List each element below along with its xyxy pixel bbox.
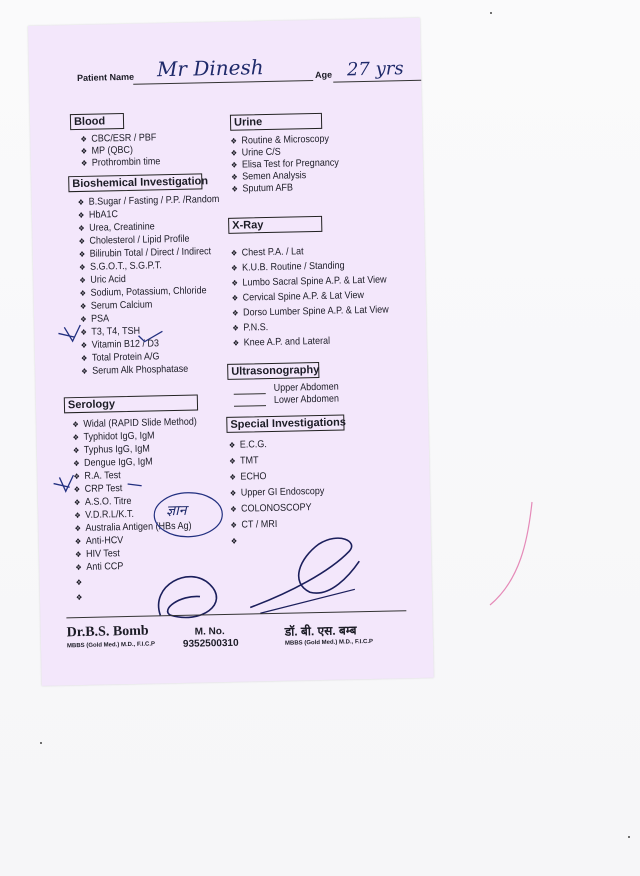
bullet-icon: ❖ [79, 288, 87, 298]
bullet-icon: ❖ [80, 353, 88, 363]
serology-item: ❖ Dengue IgG, IgM [73, 456, 153, 469]
bullet-icon: ❖ [72, 433, 80, 443]
bullet-icon: ❖ [74, 524, 82, 534]
special-item: ❖ Upper GI Endoscopy [229, 485, 325, 499]
biochem-item: ❖ Serum Calcium [79, 299, 153, 312]
biochem-item: ❖ Sodium, Potassium, Chloride [79, 285, 207, 299]
bullet-icon: ❖ [81, 366, 88, 376]
bullet-icon: ❖ [231, 278, 238, 288]
special-item: ❖ E.C.G. [228, 439, 267, 451]
bullet-icon: ❖ [79, 301, 87, 311]
bullet-icon: ❖ [230, 248, 238, 258]
doctor-qualification-right: MBBS (Gold Med.) M.D., F.I.C.P [284, 638, 374, 647]
serology-item: ❖ V.D.R.L/K.T. [74, 508, 135, 521]
biochem-item: ❖ Serum Alk Phosphatase [81, 363, 189, 377]
serology-item: ❖ R.A. Test [73, 470, 121, 482]
usg-item: Lower Abdomen [273, 393, 340, 406]
bullet-icon: ❖ [78, 249, 86, 259]
bullet-icon: ❖ [229, 488, 237, 498]
bullet-icon: ❖ [230, 520, 238, 530]
serology-item: ❖ Widal (RAPID Slide Method) [72, 416, 197, 430]
doctor-qualification-left: MBBS (Gold Med.) M.D., F.I.C.P [66, 641, 156, 650]
age-value: 27 yrs [346, 58, 404, 81]
bullet-icon: ❖ [230, 136, 238, 146]
biochem-item: ❖ S.G.O.T., S.G.P.T. [78, 260, 162, 273]
scan-speck [490, 12, 492, 14]
urine-item: ❖ Urine C/S [230, 146, 281, 159]
serology-item: ❖ HIV Test [74, 548, 120, 560]
xray-item: ❖ K.U.B. Routine / Standing [231, 260, 345, 274]
doctor-name: Dr.B.S. Bomb [66, 623, 149, 641]
serology-item: ❖ Typhus IgG, IgM [72, 443, 150, 456]
hindi-annotation: ज्ञान [166, 502, 187, 520]
special-item: ❖ CT / MRI [230, 518, 278, 531]
serology-item: ❖ A.S.O. Titre [73, 495, 132, 508]
bullet-icon: ❖ [230, 504, 237, 514]
bullet-icon: ❖ [230, 536, 238, 546]
mobile-number: 9352500310 [182, 637, 239, 650]
urine-heading: Urine [230, 113, 322, 131]
bullet-icon: ❖ [75, 577, 83, 588]
serology-heading: Serology [64, 395, 198, 414]
serology-item-blank [76, 592, 87, 603]
bullet-icon: ❖ [80, 134, 87, 144]
bullet-icon: ❖ [230, 148, 238, 158]
urine-item: ❖ Semen Analysis [231, 170, 307, 183]
blood-item-cbc: ❖ CBC/ESR / PBF [80, 132, 157, 145]
blood-item-pt: ❖ Prothrombin time [80, 156, 161, 169]
special-heading: Special Investigations [226, 414, 344, 432]
special-item: ❖ COLONOSCOPY [230, 502, 312, 515]
bullet-icon: ❖ [74, 511, 81, 521]
scan-speck [40, 742, 42, 744]
bullet-icon: ❖ [228, 440, 236, 450]
bullet-icon: ❖ [77, 210, 85, 220]
bullet-icon: ❖ [73, 459, 80, 469]
ultrasonography-heading: Ultrasonography [227, 362, 319, 380]
special-item: ❖ TMT [229, 455, 259, 467]
biochem-item: ❖ Total Protein A/G [80, 351, 160, 364]
biochem-item: ❖ Cholesterol / Lipid Profile [78, 233, 190, 247]
bullet-icon: ❖ [74, 549, 82, 560]
biochem-item: ❖ B.Sugar / Fasting / P.P. /Random [77, 194, 220, 208]
bullet-icon: ❖ [75, 592, 83, 603]
bullet-icon: ❖ [80, 327, 87, 337]
serology-item-blank [76, 577, 87, 588]
usg-checkbox-line [234, 405, 266, 407]
biochemical-heading: Bioshemical Investigation [68, 173, 202, 192]
biochem-item: ❖ PSA [80, 313, 110, 325]
xray-item: ❖ Knee A.P. and Lateral [232, 335, 331, 349]
bullet-icon: ❖ [80, 314, 87, 324]
serology-item: ❖ Australia Antigen (HBs Ag) [74, 520, 192, 534]
thyroid-tick-mark [54, 313, 175, 346]
bullet-icon: ❖ [229, 472, 237, 482]
bullet-icon: ❖ [77, 197, 85, 207]
doctor-name-hindi: डॉ. बी. एस. बम्ब [284, 623, 357, 639]
biochem-item-thyroid: ❖ T3, T4, TSH [80, 325, 141, 338]
bullet-icon: ❖ [72, 420, 79, 430]
bullet-icon: ❖ [231, 308, 239, 318]
biochem-item: ❖ Vitamin B12 / D3 [80, 338, 160, 351]
bullet-icon: ❖ [80, 340, 88, 350]
biochem-item: ❖ Uric Acid [79, 274, 126, 286]
xray-item: ❖ Lumbo Sacral Spine A.P. & Lat View [231, 274, 387, 289]
biochem-item: ❖ Bilirubin Total / Direct / Indirect [78, 246, 212, 260]
bullet-icon: ❖ [232, 323, 239, 333]
patient-name-value: Mr Dinesh [156, 55, 264, 82]
bullet-icon: ❖ [78, 223, 85, 233]
mobile-label: M. No. [194, 626, 225, 638]
bullet-icon: ❖ [73, 498, 81, 508]
biochem-item: ❖ HbA1C [77, 209, 119, 221]
bullet-icon: ❖ [75, 562, 82, 573]
special-item: ❖ ECHO [229, 471, 267, 483]
bullet-icon: ❖ [230, 160, 238, 170]
bullet-icon: ❖ [78, 262, 86, 272]
serology-item: ❖ Typhidot IgG, IgM [72, 430, 155, 443]
bullet-icon: ❖ [80, 146, 88, 156]
serology-item-crp: ❖ CRP Test [73, 483, 123, 495]
bullet-icon: ❖ [74, 536, 82, 547]
blood-heading: Blood [70, 113, 124, 130]
patient-name-label: Patient Name [76, 71, 135, 83]
bullet-icon: ❖ [78, 236, 86, 246]
bullet-icon: ❖ [231, 293, 239, 303]
bullet-icon: ❖ [232, 338, 240, 348]
xray-item: ❖ Chest P.A. / Lat [230, 246, 304, 259]
usg-checkbox-line [234, 393, 266, 395]
bullet-icon: ❖ [231, 184, 239, 194]
urine-item: ❖ Elisa Test for Pregnancy [230, 157, 339, 171]
xray-item: ❖ P.N.S. [232, 322, 269, 334]
bullet-icon: ❖ [231, 172, 238, 182]
bullet-icon: ❖ [73, 485, 81, 495]
serology-item: ❖ Anti-HCV [74, 535, 124, 547]
bullet-icon: ❖ [80, 158, 88, 168]
xray-heading: X-Ray [228, 216, 322, 234]
usg-item: Upper Abdomen [273, 381, 339, 394]
xray-item: ❖ Dorso Lumber Spine A.P. & Lat View [231, 304, 389, 319]
serology-item: ❖ Anti CCP [75, 561, 124, 573]
bullet-icon: ❖ [231, 263, 238, 273]
bullet-icon: ❖ [79, 275, 86, 285]
urine-item: ❖ Routine & Microscopy [230, 133, 330, 147]
scan-speck [628, 836, 630, 838]
bullet-icon: ❖ [229, 456, 236, 466]
bullet-icon: ❖ [73, 472, 80, 482]
biochem-item: ❖ Urea, Creatinine [78, 221, 155, 234]
blood-item-mp: ❖ MP (QBC) [80, 144, 134, 157]
bullet-icon: ❖ [72, 446, 80, 456]
urine-item: ❖ Sputum AFB [231, 182, 294, 195]
xray-item: ❖ Cervical Spine A.P. & Lat View [231, 290, 365, 304]
pink-pen-mark [470, 500, 540, 610]
prescription-slip [28, 18, 434, 686]
age-label: Age [314, 69, 333, 80]
